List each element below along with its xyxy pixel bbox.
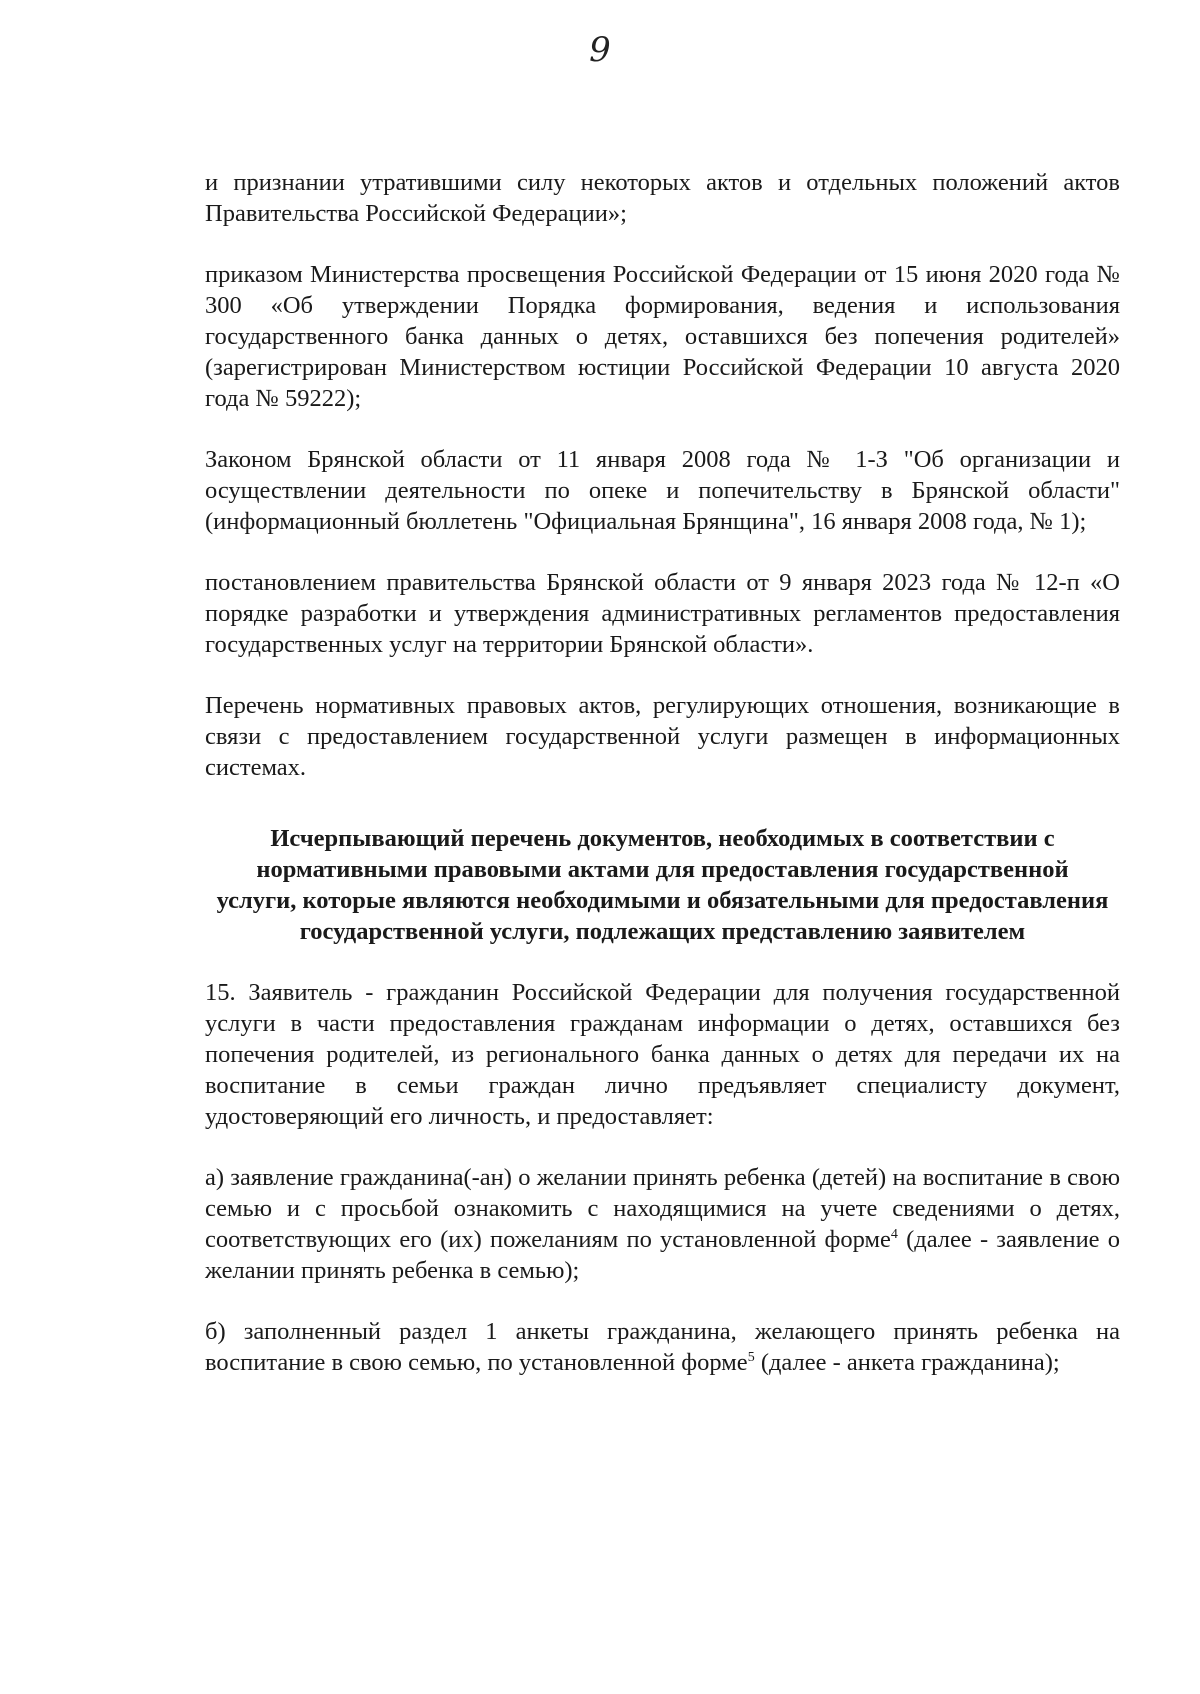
item-a-text: а) заявление гражданина(-ан) о желании принять ребенка (детей) на воспитание в свою семью и с просьбой ознакомить с находящимися на учете сведениями о детях, соответствующих его (их) пожеланиям по установленной форме [205,1164,1120,1253]
document-body [205,167,1120,1408]
paragraph-bryansk-law: Законом Брянской области от 11 января 2008 года № 1-З "Об организации и осуществлении деятельности по опеке и попечительству в Брянской области" (информационный бюллетень "Официальная Брянщина", 16 января 2008 года, № 1); [205,446,1120,535]
section-heading: Исчерпывающий перечень документов, необходимых в соответствии с нормативными правовыми актами для предоставления государственной услуги, которые являются необходимыми и обязательными для предоставления государственной услуги, подлежащих представлению заявителем [216,825,1109,945]
item-b-text-end: (далее - анкета гражданина); [754,1349,1060,1376]
item-b-text: б) заполненный раздел 1 анкеты гражданина, желающего принять ребенка на воспитание в свою семью, по установленной форме [205,1318,1120,1376]
paragraph-legal-acts-end: и признании утратившими силу некоторых актов и отдельных положений актов Правительства Российской Федерации»; [205,169,1120,227]
paragraph-ministry-order: приказом Министерства просвещения Российской Федерации от 15 июня 2020 года № 300 «Об утверждении Порядка формирования, ведения и использования государственного банка данных о детях, оставшихся без попечения родителей» (зарегистрирован Министерством юстиции Российской Федерации 10 августа 2020 года № 59222); [205,261,1120,412]
paragraph-acts-list-note: Перечень нормативных правовых актов, регулирующих отношения, возникающие в связи с предоставлением государственной услуги размещен в информационных системах. [205,692,1120,781]
page-number: 9 [589,30,611,70]
item-b [205,1316,1120,1378]
footnote-marker-5: 5 [747,1349,755,1365]
paragraph-bryansk-resolution: постановлением правительства Брянской области от 9 января 2023 года № 12-п «О порядке разработки и утверждения административных регламентов предоставления государственных услуг на территории Брянской области». [205,569,1120,658]
footnote-marker-4: 4 [890,1226,898,1242]
item-a-text-end: (далее - заявление о желании принять ребенка в семью); [205,1226,1120,1284]
item-15: 15. Заявитель - гражданин Российской Федерации для получения государственной услуги в части предоставления гражданам информации о детях, оставшихся без попечения родителей, из регионального банка данных о детях для передачи их на воспитание в семьи граждан лично предъявляет специалисту документ, удостоверяющий его личность, и предоставляет: [205,979,1120,1130]
item-a [205,1162,1120,1286]
